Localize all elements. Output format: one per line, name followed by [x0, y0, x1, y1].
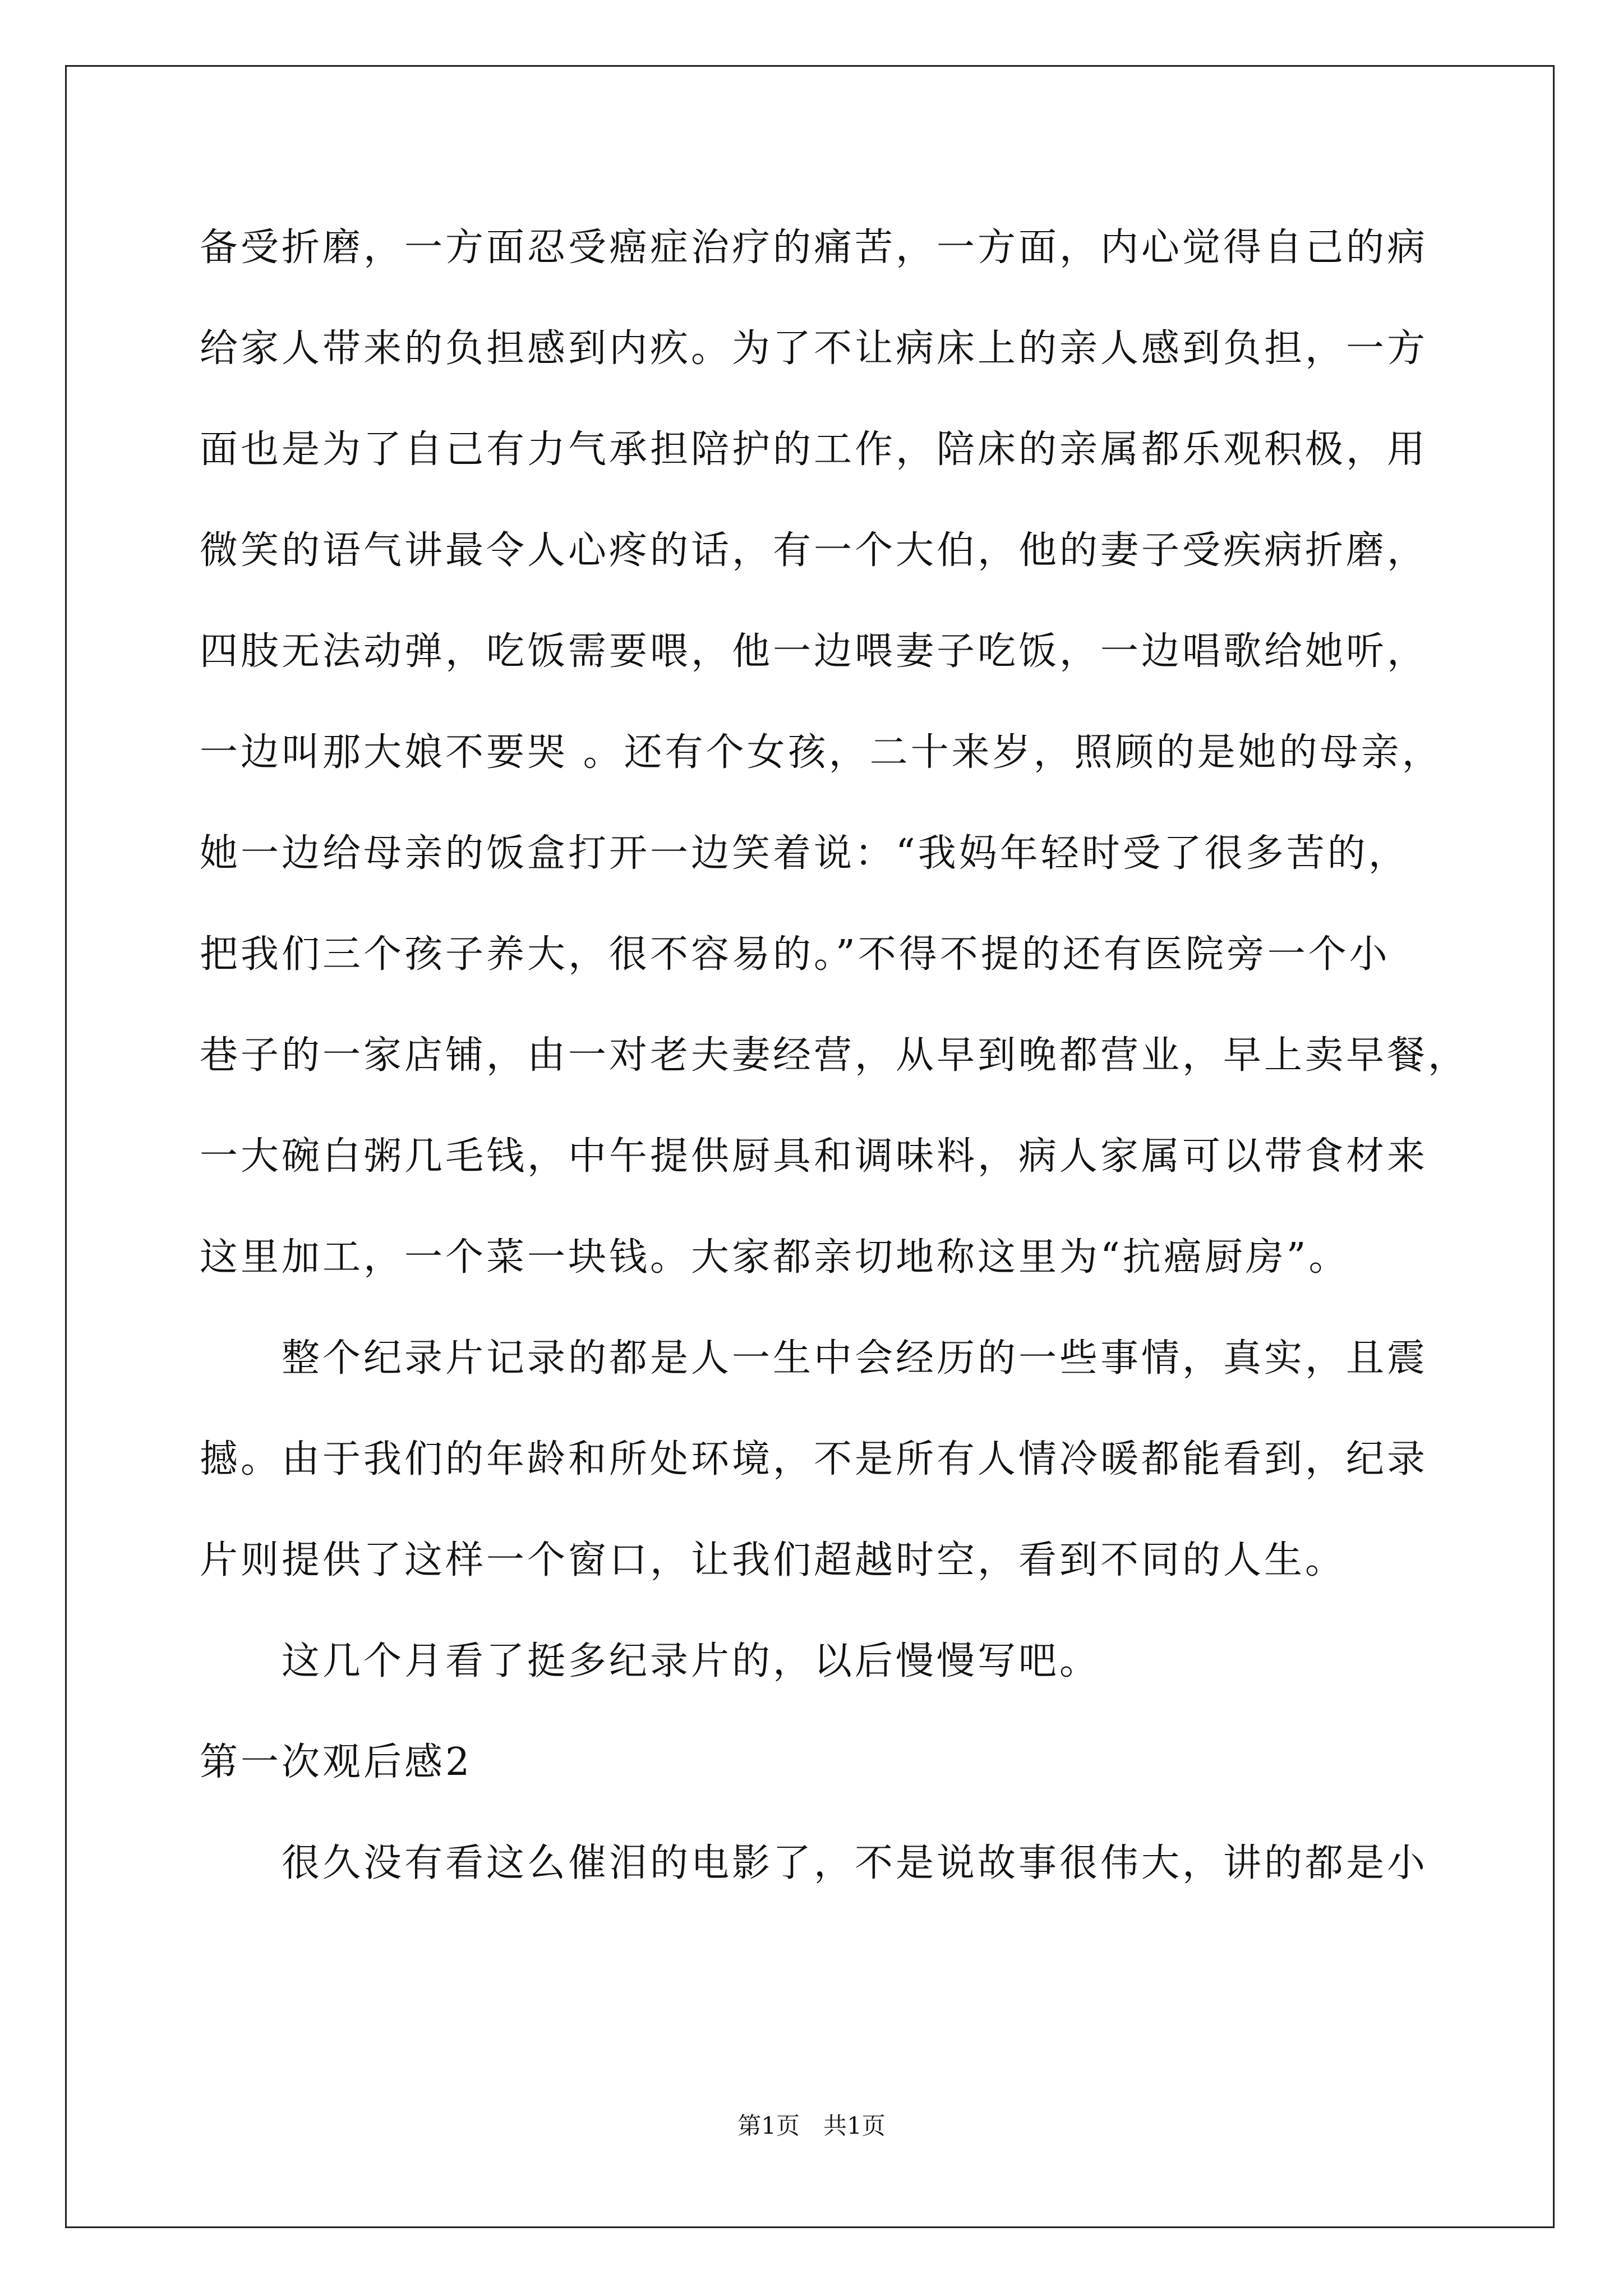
text-line: 一边叫那大娘不要哭 。还有个女孩，二十来岁，照顾的是她的母亲，: [200, 730, 1443, 775]
text-line: 撼。由于我们的年龄和所处环境，不是所有人情冷暖都能看到，纪录: [200, 1437, 1428, 1481]
paragraph-first-line: 这几个月看了挺多纪录片的，以后慢慢写吧。: [282, 1639, 1101, 1683]
text-line: 一大碗白粥几毛钱，中午提供厨具和调味料，病人家属可以带食材来: [200, 1134, 1428, 1179]
text-line: 把我们三个孩子养大，很不容易的。”不得不提的还有医院旁一个小: [200, 932, 1390, 977]
page-number-footer: 第1页 共1页: [737, 2112, 886, 2139]
text-line: 微笑的语气讲最令人心疼的话，有一个大伯，他的妻子受疾病折磨，: [200, 528, 1428, 573]
paragraph-first-line: 整个纪录片记录的都是人一生中会经历的一些事情，真实，且震: [282, 1336, 1428, 1381]
text-line: 四肢无法动弹，吃饭需要喂，他一边喂妻子吃饭，一边唱歌给她听，: [200, 629, 1428, 674]
text-line: 巷子的一家店铺，由一对老夫妻经营，从早到晚都营业，早上卖早餐，: [200, 1033, 1469, 1078]
paragraph-first-line: 很久没有看这么催泪的电影了，不是说故事很伟大，讲的都是小: [282, 1841, 1428, 1885]
section-heading: 第一次观后感2: [200, 1740, 473, 1784]
text-line: 这里加工，一个菜一块钱。大家都亲切地称这里为“抗癌厨房”。: [200, 1235, 1350, 1280]
text-line: 面也是为了自己有力气承担陪护的工作，陪床的亲属都乐观积极，用: [200, 427, 1428, 472]
text-line: 备受折磨，一方面忍受癌症治疗的痛苦，一方面，内心觉得自己的病: [200, 226, 1428, 270]
text-line: 给家人带来的负担感到内疚。为了不让病床上的亲人感到负担，一方: [200, 326, 1428, 371]
text-line: 她一边给母亲的饭盒打开一边笑着说：“我妈年轻时受了很多苦的，: [200, 831, 1409, 876]
text-line: 片则提供了这样一个窗口，让我们超越时空，看到不同的人生。: [200, 1538, 1347, 1582]
